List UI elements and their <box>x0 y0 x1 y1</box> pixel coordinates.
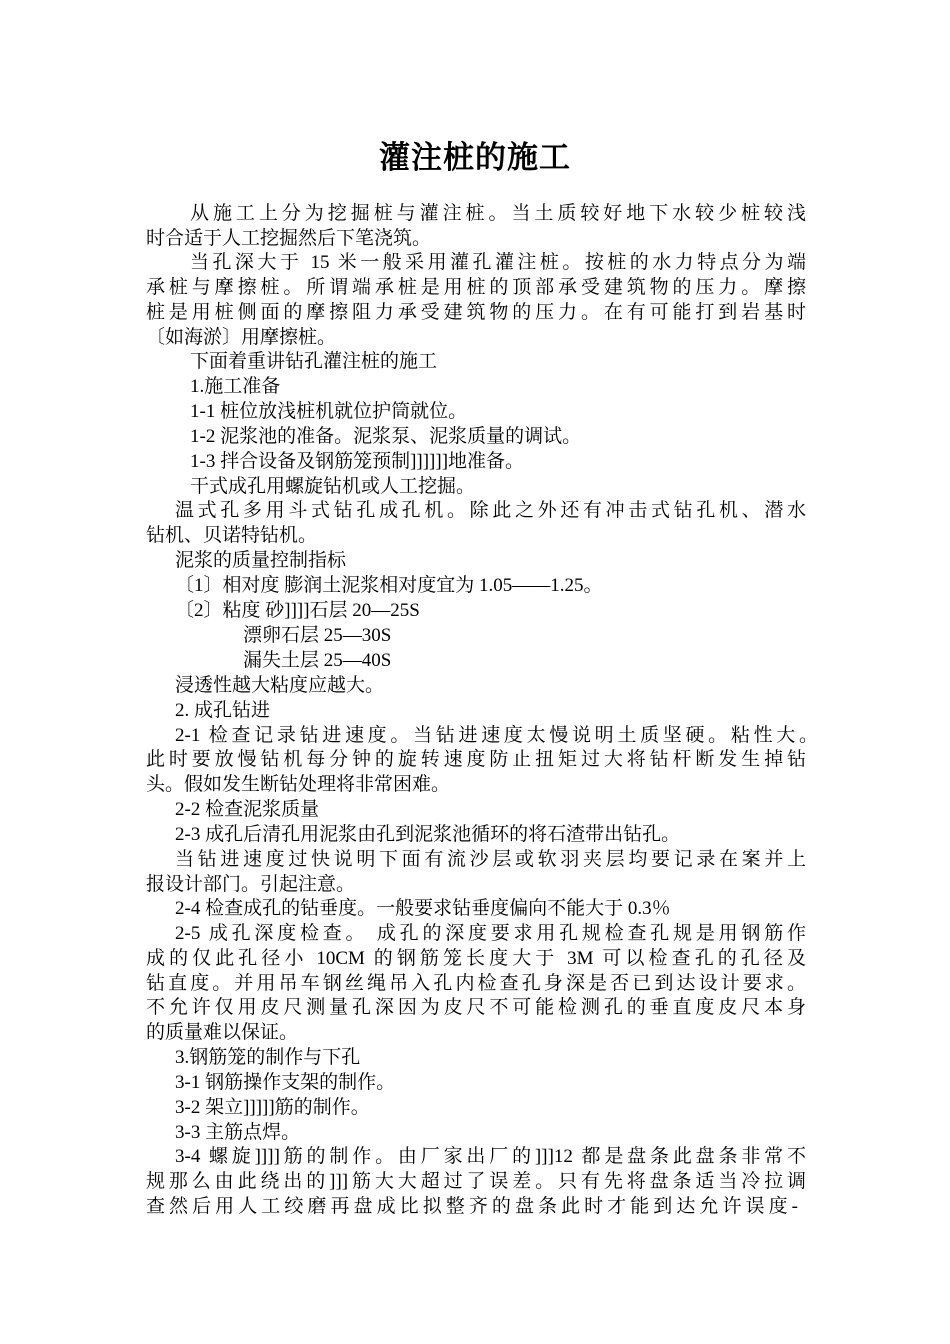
list-item: 漂卵石层 25—30S <box>243 625 392 646</box>
list-item: 〔1〕相对度 膨润土泥浆相对度宜为 1.05——1.25。 <box>175 575 603 596</box>
list-item: 1-1 桩位放浅桩机就位护筒就位。 <box>190 401 468 422</box>
list-item: 〔2〕粘度 砂]]]]石层 20—25S <box>175 600 420 621</box>
list-item: 3-3 主筋点焊。 <box>175 1122 301 1143</box>
paragraph-line: 3-4 螺旋]]]]筋的制作。由厂家出厂的]]]12 都是盘条此盘条非常不 <box>175 1146 806 1167</box>
paragraph-line: 温式孔多用斗式钻孔成孔机。除此之外还有冲击式钻孔机、潜水 <box>175 500 806 521</box>
paragraph-line: 不允许仅用皮尺测量孔深因为皮尺不可能检测孔的垂直度皮尺本身 <box>146 997 806 1018</box>
list-item: 3-2 架立]]]]]筋的制作。 <box>175 1097 370 1118</box>
paragraph-line: 干式成孔用螺旋钻机或人工挖掘。 <box>190 476 476 497</box>
paragraph-line: 钻直度。并用吊车钢丝绳吊入孔内检查孔身深是否已到达设计要求。 <box>146 973 806 994</box>
paragraph-line: 报设计部门。引起注意。 <box>146 874 356 895</box>
section-heading: 3.钢筋笼的制作与下孔 <box>175 1047 361 1068</box>
paragraph-line: 当钻进速度过快说明下面有流沙层或软羽夹层均要记录在案并上 <box>175 849 806 870</box>
paragraph-line: 2-5 成孔深度检查。 成孔的深度要求用孔规检查孔规是用钢筋作 <box>175 923 806 944</box>
paragraph-line: 桩是用桩侧面的摩擦阻力承受建筑物的压力。在有可能打到岩基时 <box>146 302 806 323</box>
paragraph-line: 成的仅此孔径小 10CM 的钢筋笼长度大于 3M 可以检查孔的孔径及 <box>146 948 806 969</box>
list-item: 2-3 成孔后清孔用泥浆由孔到泥浆池循环的将石渣带出钻孔。 <box>175 824 681 845</box>
paragraph-line: 的质量难以保证。 <box>146 1022 299 1043</box>
paragraph-line: 规那么由此绕出的]]]筋大大超过了误差。只有先将盘条适当冷拉调 <box>146 1171 806 1192</box>
paragraph-line: 2-1 检查记录钻进速度。当钻进速度太慢说明土质坚硬。粘性大。 <box>175 725 818 746</box>
paragraph-line: 从施工上分为挖掘桩与灌注桩。当土质较好地下水较少桩较浅 <box>190 203 806 224</box>
paragraph-line: 钻机、贝诺特钻机。 <box>146 525 318 546</box>
paragraph-line: 时合适于人工挖掘然后下笔浇筑。 <box>146 228 432 249</box>
list-item: 1-2 泥浆池的准备。泥浆泵、泥浆质量的调试。 <box>190 426 582 447</box>
page-title: 灌注桩的施工 <box>379 140 571 175</box>
section-heading: 1.施工准备 <box>190 376 281 397</box>
list-item: 漏失土层 25—40S <box>243 650 392 671</box>
paragraph-line: 〔如海淤〕用摩擦桩。 <box>146 327 337 348</box>
paragraph-line: 此时要放慢钻机每分钟的旋转速度防止扭矩过大将钻杆断发生掉钻 <box>146 749 806 770</box>
section-heading: 2. 成孔钻进 <box>175 700 271 721</box>
list-item: 3-1 钢筋操作支架的制作。 <box>175 1072 396 1093</box>
paragraph-line: 下面着重讲钻孔灌注桩的施工 <box>190 351 438 372</box>
list-item: 1-3 拌合设备及钢筋笼预制]]]]]]地准备。 <box>190 451 525 472</box>
paragraph-line: 泥浆的质量控制指标 <box>175 550 347 571</box>
list-item: 2-4 检查成孔的钻垂度。一般要求钻垂度偏向不能大于 0.3％ <box>175 898 671 919</box>
paragraph-line: 头。假如发生断钻处理将非常困难。 <box>146 774 451 795</box>
paragraph-line: 浸透性越大粘度应越大。 <box>175 675 385 696</box>
list-item: 2-2 检查泥浆质量 <box>175 799 320 820</box>
paragraph-line: 查然后用人工绞磨再盘成比拟整齐的盘条此时才能到达允许误度- <box>146 1196 798 1217</box>
paragraph-line: 当孔深大于 15 米一般采用灌孔灌注桩。按桩的水力特点分为端 <box>190 252 806 273</box>
paragraph-line: 承桩与摩擦桩。所谓端承桩是用桩的顶部承受建筑物的压力。摩擦 <box>146 277 806 298</box>
